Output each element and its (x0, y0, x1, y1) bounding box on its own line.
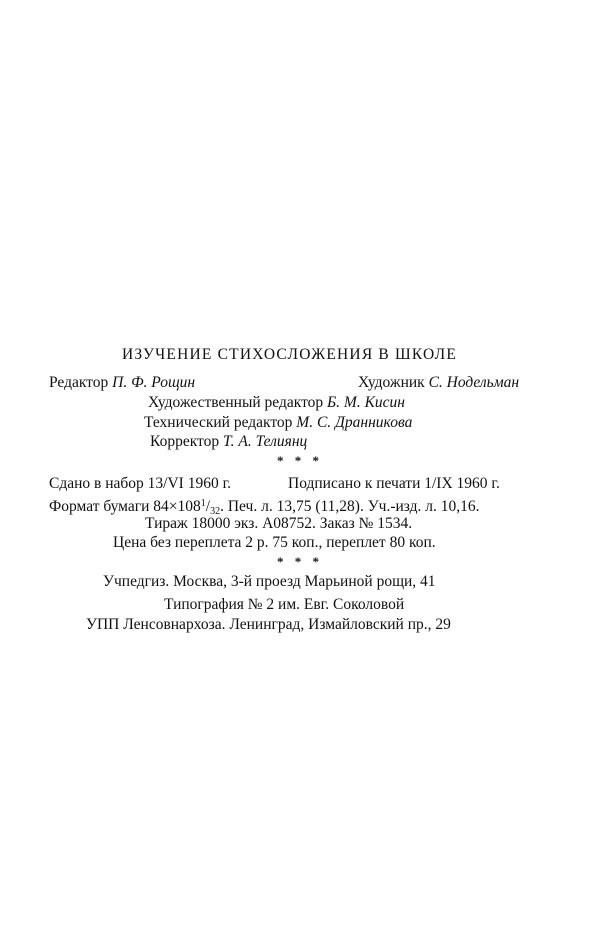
book-title: ИЗУЧЕНИЕ СТИХОСЛОЖЕНИЯ В ШКОЛЕ (122, 346, 458, 363)
corrector-label: Корректор (150, 433, 220, 450)
separator-asterisks: * * * (277, 554, 323, 569)
format-fraction-slash: / (205, 498, 211, 515)
artist-credit (358, 373, 519, 393)
artist-name: С. Нодельман (428, 374, 520, 391)
corrector-credit (150, 432, 307, 452)
editor-name: П. Ф. Рощин (112, 374, 196, 391)
circulation-line: Тираж 18000 экз. А08752. Заказ № 1534. (145, 515, 413, 532)
editor-credit (49, 373, 195, 393)
price-line: Цена без переплета 2 р. 75 коп., переплет 80 коп. (113, 534, 436, 551)
corrector-name: Т. А. Телиянц (222, 433, 308, 450)
art-editor-name: Б. М. Кисин (327, 394, 405, 411)
publisher-address: Учпедгиз. Москва, 3-й проезд Марьиной рощи, 41 (103, 573, 436, 590)
art-editor-credit (148, 393, 405, 413)
separator-asterisks: * * * (277, 453, 323, 468)
signed-date: Подписано к печати 1/IX 1960 г. (288, 475, 500, 492)
format-fraction-numerator: 1 (200, 498, 206, 509)
art-editor-label: Художественный редактор (148, 394, 324, 411)
artist-label: Художник (358, 374, 425, 391)
printer-name: Типография № 2 им. Евг. Соколовой (164, 596, 405, 613)
tech-editor-credit (144, 413, 412, 433)
tech-editor-label: Технический редактор (144, 414, 293, 431)
tech-editor-name: М. С. Дранникова (296, 414, 413, 431)
format-fraction-denominator: 32 (210, 506, 221, 517)
printer-address: УПП Ленсовнархоза. Ленинград, Измайловский пр., 29 (86, 616, 451, 633)
editor-label: Редактор (49, 374, 109, 391)
format-prefix: Формат бумаги 84×108 (49, 498, 201, 515)
format-rest: . Печ. л. 13,75 (11,28). Уч.-изд. л. 10,16. (220, 498, 480, 515)
typeset-date: Сдано в набор 13/VI 1960 г. (49, 475, 232, 492)
